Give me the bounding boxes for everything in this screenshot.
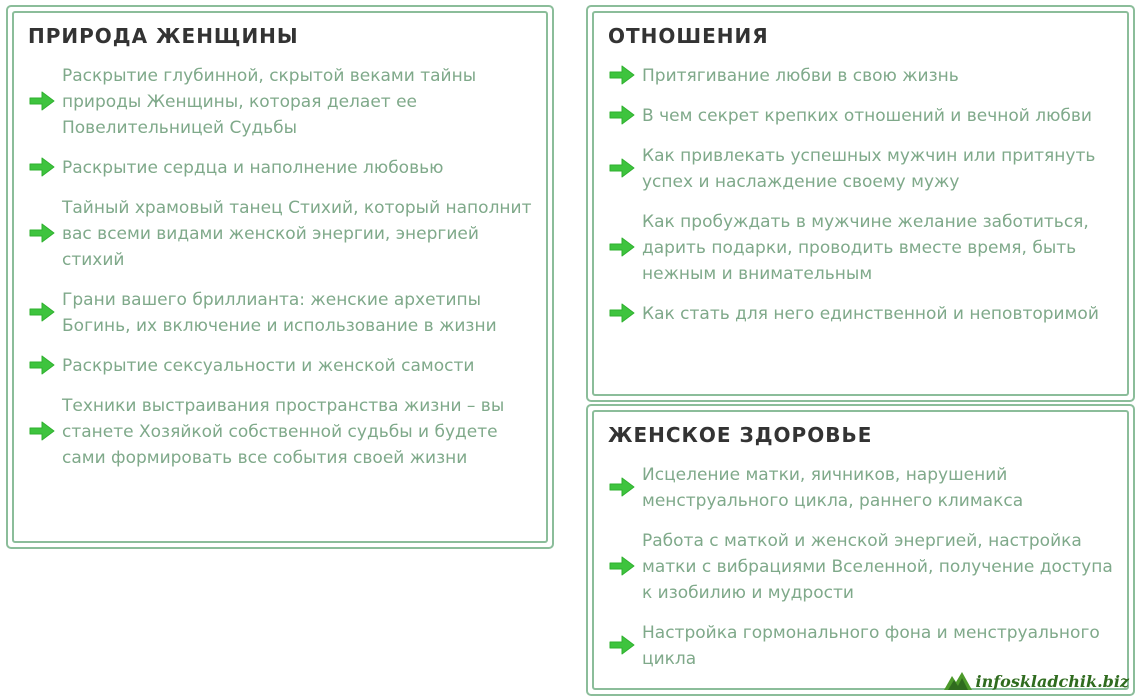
arrow-right-icon [28, 301, 58, 325]
card-relations [586, 5, 1135, 402]
list-item-text: Работа с маткой и женской энергией, настройка матки с вибрациями Вселенной, получение доступа к изобилию и мудрости [642, 531, 1113, 603]
list-item-text: Грани вашего бриллианта: женские архетипы Богинь, их включение и использование в жизни [62, 290, 497, 336]
list-item-text: Тайный храмовый танец Стихий, который наполнит вас всеми видами женской энергии, энергией стихий [62, 198, 532, 270]
list-item-text: Раскрытие сексуальности и женской самости [62, 356, 475, 376]
arrow-right-icon [28, 90, 58, 114]
list-item-text: Как стать для него единственной и неповторимой [642, 304, 1099, 324]
card-relations-inner [592, 11, 1129, 396]
arrow-right-icon [608, 634, 638, 658]
arrow-right-icon [28, 156, 58, 180]
list-item-text: Техники выстраивания пространства жизни – вы станете Хозяйкой собственной судьбы и будете сами формировать все события своей жизни [62, 396, 505, 468]
list-item-text: Раскрытие глубинной, скрытой веками тайны природы Женщины, которая делает ее Повелительницей Судьбы [62, 66, 477, 138]
list-item [28, 195, 534, 273]
arrow-right-icon [28, 420, 58, 444]
list-item [608, 620, 1115, 672]
list-item [608, 143, 1115, 195]
list-item-text: Раскрытие сердца и наполнение любовью [62, 158, 444, 178]
watermark [942, 670, 1129, 692]
card-health-list [608, 462, 1115, 672]
card-nature-title: ПРИРОДА ЖЕНЩИНЫ [28, 24, 299, 48]
list-item [608, 63, 1115, 89]
arrow-right-icon [28, 222, 58, 246]
arrow-right-icon [608, 157, 638, 181]
card-nature-inner [12, 11, 548, 543]
list-item [28, 287, 534, 339]
list-item [28, 353, 534, 379]
arrow-right-icon [608, 64, 638, 88]
list-item-text: Как пробуждать в мужчине желание заботиться, дарить подарки, проводить вместе время, быть нежным и внимательным [642, 212, 1089, 284]
list-item [28, 155, 534, 181]
card-health [586, 404, 1135, 696]
card-nature-list [28, 63, 534, 471]
arrow-right-icon [608, 302, 638, 326]
list-item-text: В чем секрет крепких отношений и вечной любви [642, 106, 1092, 126]
card-health-title: ЖЕНСКОЕ ЗДОРОВЬЕ [608, 423, 873, 447]
list-item [28, 63, 534, 141]
watermark-logo-icon [942, 670, 974, 692]
card-relations-title: ОТНОШЕНИЯ [608, 24, 769, 48]
list-item [608, 301, 1115, 327]
arrow-right-icon [608, 236, 638, 260]
card-relations-list [608, 63, 1115, 327]
list-item-text: Как привлекать успешных мужчин или притянуть успех и наслаждение своему мужу [642, 146, 1096, 192]
list-item [608, 103, 1115, 129]
watermark-text: infoskladchik.biz [975, 671, 1129, 691]
list-item [28, 393, 534, 471]
arrow-right-icon [608, 104, 638, 128]
arrow-right-icon [28, 354, 58, 378]
card-health-inner [592, 410, 1129, 690]
arrow-right-icon [608, 555, 638, 579]
list-item-text: Настройка гормонального фона и менструального цикла [642, 623, 1100, 669]
list-item [608, 462, 1115, 514]
list-item-text: Исцеление матки, яичников, нарушений менструального цикла, раннего климакса [642, 465, 1024, 511]
list-item [608, 528, 1115, 606]
list-item-text: Притягивание любви в свою жизнь [642, 66, 959, 86]
arrow-right-icon [608, 476, 638, 500]
list-item [608, 209, 1115, 287]
card-nature [6, 5, 554, 549]
